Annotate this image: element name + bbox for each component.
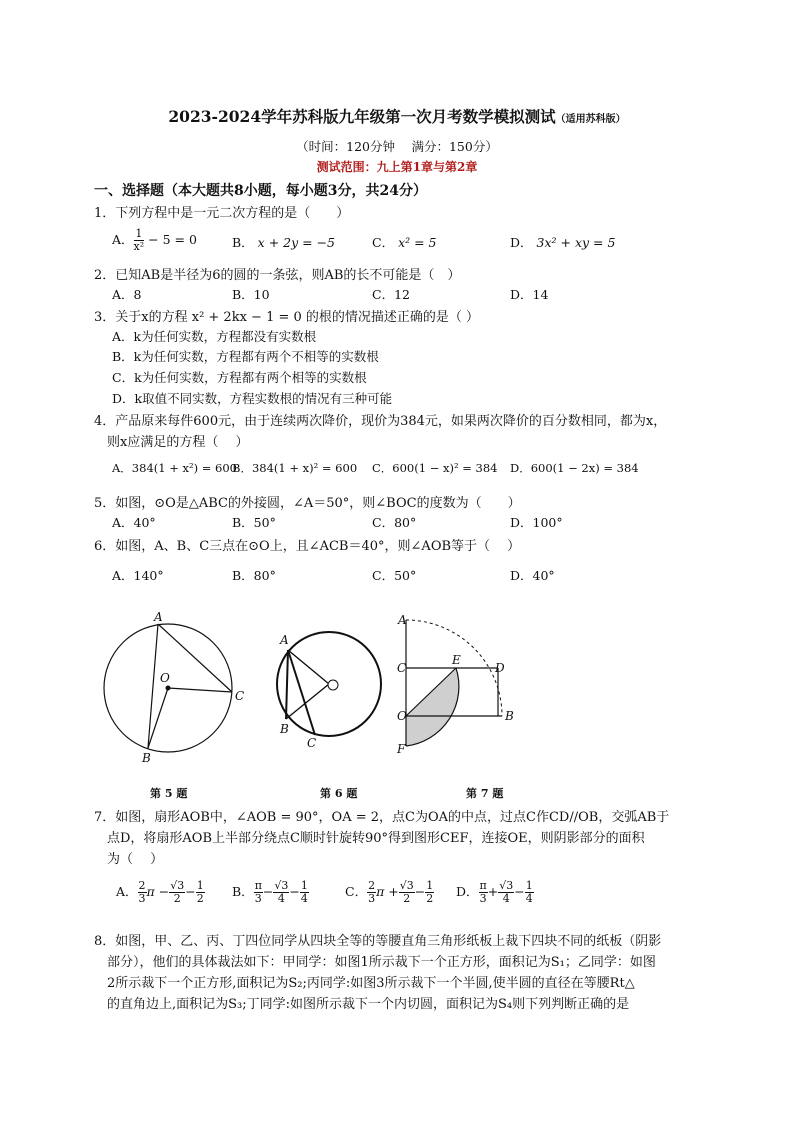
q7-c-mid: − <box>414 884 426 899</box>
q1-c-label: C． <box>372 235 395 250</box>
q7-option-b <box>232 880 309 905</box>
q7-option-a <box>116 880 205 905</box>
fig7-caption: 第 7 题 <box>466 787 504 800</box>
q7-a-pi: π − <box>146 884 170 899</box>
q8-line3: 2所示裁下一个正方形,面积记为S₂;丙同学:如图3所示裁下一个半圆,使半圆的直径在等腰Rt△ <box>107 976 635 991</box>
q6-option-a: A．140° <box>112 568 164 583</box>
q7-a-f3n: 1 <box>196 879 204 892</box>
fig6-caption: 第 6 题 <box>320 787 358 800</box>
q7-d-mid1: + <box>487 884 499 899</box>
q7-b-f3 <box>300 880 309 905</box>
fig6-line-ab <box>286 650 288 719</box>
q3-option-a: A．k为任何实数，方程都没有实数根 <box>112 329 317 344</box>
q1-option-c <box>372 233 437 251</box>
q7-option-c <box>345 880 434 905</box>
q7-d-f3n: 1 <box>525 879 533 892</box>
q7-d-f2n: √3 <box>499 879 514 892</box>
fig7-label-f: F <box>397 742 406 756</box>
q7-d-f2d: 4 <box>502 892 510 905</box>
figure-5 <box>104 610 244 765</box>
q8-line4: 的直角边上,面积记为S₃;丁同学:如图所示裁下一个内切圆，面积记为S₄则下列判断正确的是 <box>107 997 630 1012</box>
q7-a-f1d: 3 <box>138 892 146 905</box>
fig7-label-c: C <box>397 661 407 675</box>
page-title <box>0 105 794 127</box>
q7-stem-line1: 7．如图，扇形AOB中，∠AOB = 90°，OA = 2，点C为OA的中点，过点C作CD//OB，交弧AB于 <box>94 810 670 825</box>
q3-stem: 3．关于x的方程 x² + 2kx − 1 = 0 的根的情况描述正确的是（ ） <box>94 310 480 325</box>
fig7-label-d: D <box>495 661 505 675</box>
q5-option-a: A．40° <box>112 515 156 530</box>
q7-c-f2d: 2 <box>403 892 411 905</box>
q7-d-f3 <box>525 880 534 905</box>
q7-a-mid: − <box>185 884 196 899</box>
q7-c-f3n: 1 <box>426 879 434 892</box>
q7-b-f1d: 3 <box>254 892 262 905</box>
q2-option-a: A．8 <box>112 287 142 302</box>
q7-c-f2n: √3 <box>399 879 414 892</box>
q7-a-label: A． <box>116 884 138 899</box>
q7-a-f2 <box>169 880 185 905</box>
q7-b-mid1: − <box>262 884 274 899</box>
q1-option-a <box>112 228 197 253</box>
q2-option-d: D．14 <box>510 287 549 302</box>
q7-c-f1 <box>367 880 376 905</box>
test-scope: 测试范围：九上第1章与第2章 <box>316 160 478 174</box>
q1-stem: 1．下列方程中是一元二次方程的是（ ） <box>94 206 350 221</box>
q7-c-label: C． <box>345 884 368 899</box>
q1-option-b <box>232 233 335 251</box>
q7-d-f1n: π <box>479 879 487 892</box>
fig7-label-a: A <box>398 613 407 627</box>
q7-c-f3 <box>425 880 434 905</box>
q1-a-tail: − 5 = 0 <box>148 232 197 247</box>
q4-option-d: D．600(1 − 2x) = 384 <box>510 461 639 475</box>
fig6-line-ac <box>288 650 315 735</box>
q7-c-pi: π + <box>376 884 399 899</box>
q7-b-f3d: 4 <box>300 892 308 905</box>
q7-b-f2d: 4 <box>277 892 285 905</box>
fig5-line-oc <box>168 688 232 692</box>
q7-d-f1d: 3 <box>479 892 487 905</box>
fig7-label-e: E <box>452 653 461 667</box>
q5-option-c: C．80° <box>372 515 417 530</box>
q1-a-fraction <box>134 228 145 253</box>
q5-option-b: B．50° <box>232 515 276 530</box>
q7-b-mid2: − <box>289 884 300 899</box>
q7-b-label: B． <box>232 884 254 899</box>
q2-option-c: C．12 <box>372 287 410 302</box>
fig7-label-o: O <box>397 709 407 723</box>
q1-option-d <box>510 233 615 251</box>
q1-d-label: D． <box>510 235 533 250</box>
q7-a-f3d: 2 <box>196 892 204 905</box>
fig7-label-b: B <box>505 709 514 723</box>
q6-stem: 6．如图，A、B、C三点在⊙O上，且∠ACB＝40°，则∠AOB等于（ ） <box>94 539 521 554</box>
q7-c-f2 <box>399 880 415 905</box>
q6-option-c: C．50° <box>372 568 417 583</box>
title-note: （适用苏科版） <box>555 114 626 125</box>
q7-b-f1 <box>254 880 263 905</box>
q7-d-f2 <box>498 880 514 905</box>
q1-d-expr: 3x² + xy = 5 <box>536 235 616 250</box>
section-heading: 一、选择题（本大题共8小题，每小题3分，共24分） <box>94 183 427 199</box>
q7-d-label: D． <box>456 884 479 899</box>
fig5-label-b: B <box>142 751 151 765</box>
fig5-caption: 第 5 题 <box>150 787 188 800</box>
fig5-label-a: A <box>154 610 163 624</box>
q7-a-f2n: √3 <box>170 879 185 892</box>
q8-line1: 8．如图，甲、乙、丙、丁四位同学从四块全等的等腰直角三角形纸板上裁下四块不同的纸板（阴影 <box>94 934 662 949</box>
q4-option-a: A．384(1 + x²) = 600 <box>112 461 237 475</box>
q7-b-f2 <box>273 880 289 905</box>
fig6-label-a: A <box>280 633 289 647</box>
geometry-figures <box>90 600 530 780</box>
q7-a-f2d: 2 <box>173 892 181 905</box>
figure-6 <box>277 632 381 750</box>
fig6-label-b: B <box>280 722 289 736</box>
fig5-center-dot <box>166 686 170 690</box>
q7-d-f1 <box>479 880 488 905</box>
q7-option-d <box>456 880 534 905</box>
q1-c-expr: x² = 5 <box>398 235 437 250</box>
time-info: （时间：120分钟 满分：150分） <box>296 139 498 154</box>
q4-stem-line2: 则x应满足的方程（ ） <box>107 435 249 450</box>
q7-b-f1n: π <box>254 879 262 892</box>
q7-a-f1n: 2 <box>138 879 146 892</box>
q7-stem-line2: 点D，将扇形AOB上半部分绕点C顺时针旋转90°得到图形CEF，连接OE，则阴影部分的面积 <box>107 831 645 846</box>
q1-b-expr: x + 2y = −5 <box>257 235 336 250</box>
q7-d-mid2: − <box>514 884 525 899</box>
q3-option-c: C．k为任何实数，方程都有两个相等的实数根 <box>112 370 367 385</box>
figure-7 <box>396 613 514 756</box>
q7-a-f3 <box>196 880 205 905</box>
q7-c-f1d: 3 <box>368 892 376 905</box>
q7-b-f3n: 1 <box>300 879 308 892</box>
q7-a-f1 <box>138 880 147 905</box>
q4-option-c: C．600(1 − x)² = 384 <box>372 461 498 475</box>
q2-stem: 2．已知AB是半径为6的圆的一条弦，则AB的长不可能是（ ） <box>94 268 461 283</box>
q5-option-d: D．100° <box>510 515 563 530</box>
q7-b-f2n: √3 <box>274 879 289 892</box>
q7-d-f3d: 4 <box>525 892 533 905</box>
q4-option-b: B．384(1 + x)² = 600 <box>232 461 358 475</box>
q3-option-d: D．k取值不同实数，方程实数根的情况有三种可能 <box>112 391 393 406</box>
fig5-label-o: O <box>160 671 170 685</box>
q1-a-label: A． <box>112 232 134 247</box>
q7-c-f3d: 2 <box>426 892 434 905</box>
fig6-center-mark <box>328 680 338 690</box>
q8-line2: 部分），他们的具体裁法如下：甲同学：如图1所示裁下一个正方形，面积记为S₁；乙同学：如图 <box>107 955 656 970</box>
q6-option-b: B．80° <box>232 568 276 583</box>
title-text: 2023-2024学年苏科版九年级第一次月考数学模拟测试 <box>168 107 556 126</box>
q1-a-num: 1 <box>135 227 143 240</box>
q3-option-b: B．k为任何实数，方程都有两个不相等的实数根 <box>112 349 379 364</box>
q7-c-f1n: 2 <box>368 879 376 892</box>
q7-stem-line3: 为（ ） <box>107 852 164 867</box>
q6-option-d: D．40° <box>510 568 555 583</box>
q5-stem: 5．如图，⊙O是△ABC的外接圆，∠A＝50°，则∠BOC的度数为（ ） <box>94 496 521 511</box>
fig7-shaded-region <box>406 668 459 746</box>
q1-a-den: x² <box>133 240 145 253</box>
fig6-label-c: C <box>307 736 317 750</box>
q2-option-b: B．10 <box>232 287 270 302</box>
q4-stem-line1: 4．产品原来每件600元，由于连续两次降价，现价为384元，如果两次降价的百分数相同，都为x， <box>94 414 667 429</box>
fig5-line-ab <box>148 624 158 748</box>
q1-b-label: B． <box>232 235 254 250</box>
fig5-label-c: C <box>235 689 245 703</box>
